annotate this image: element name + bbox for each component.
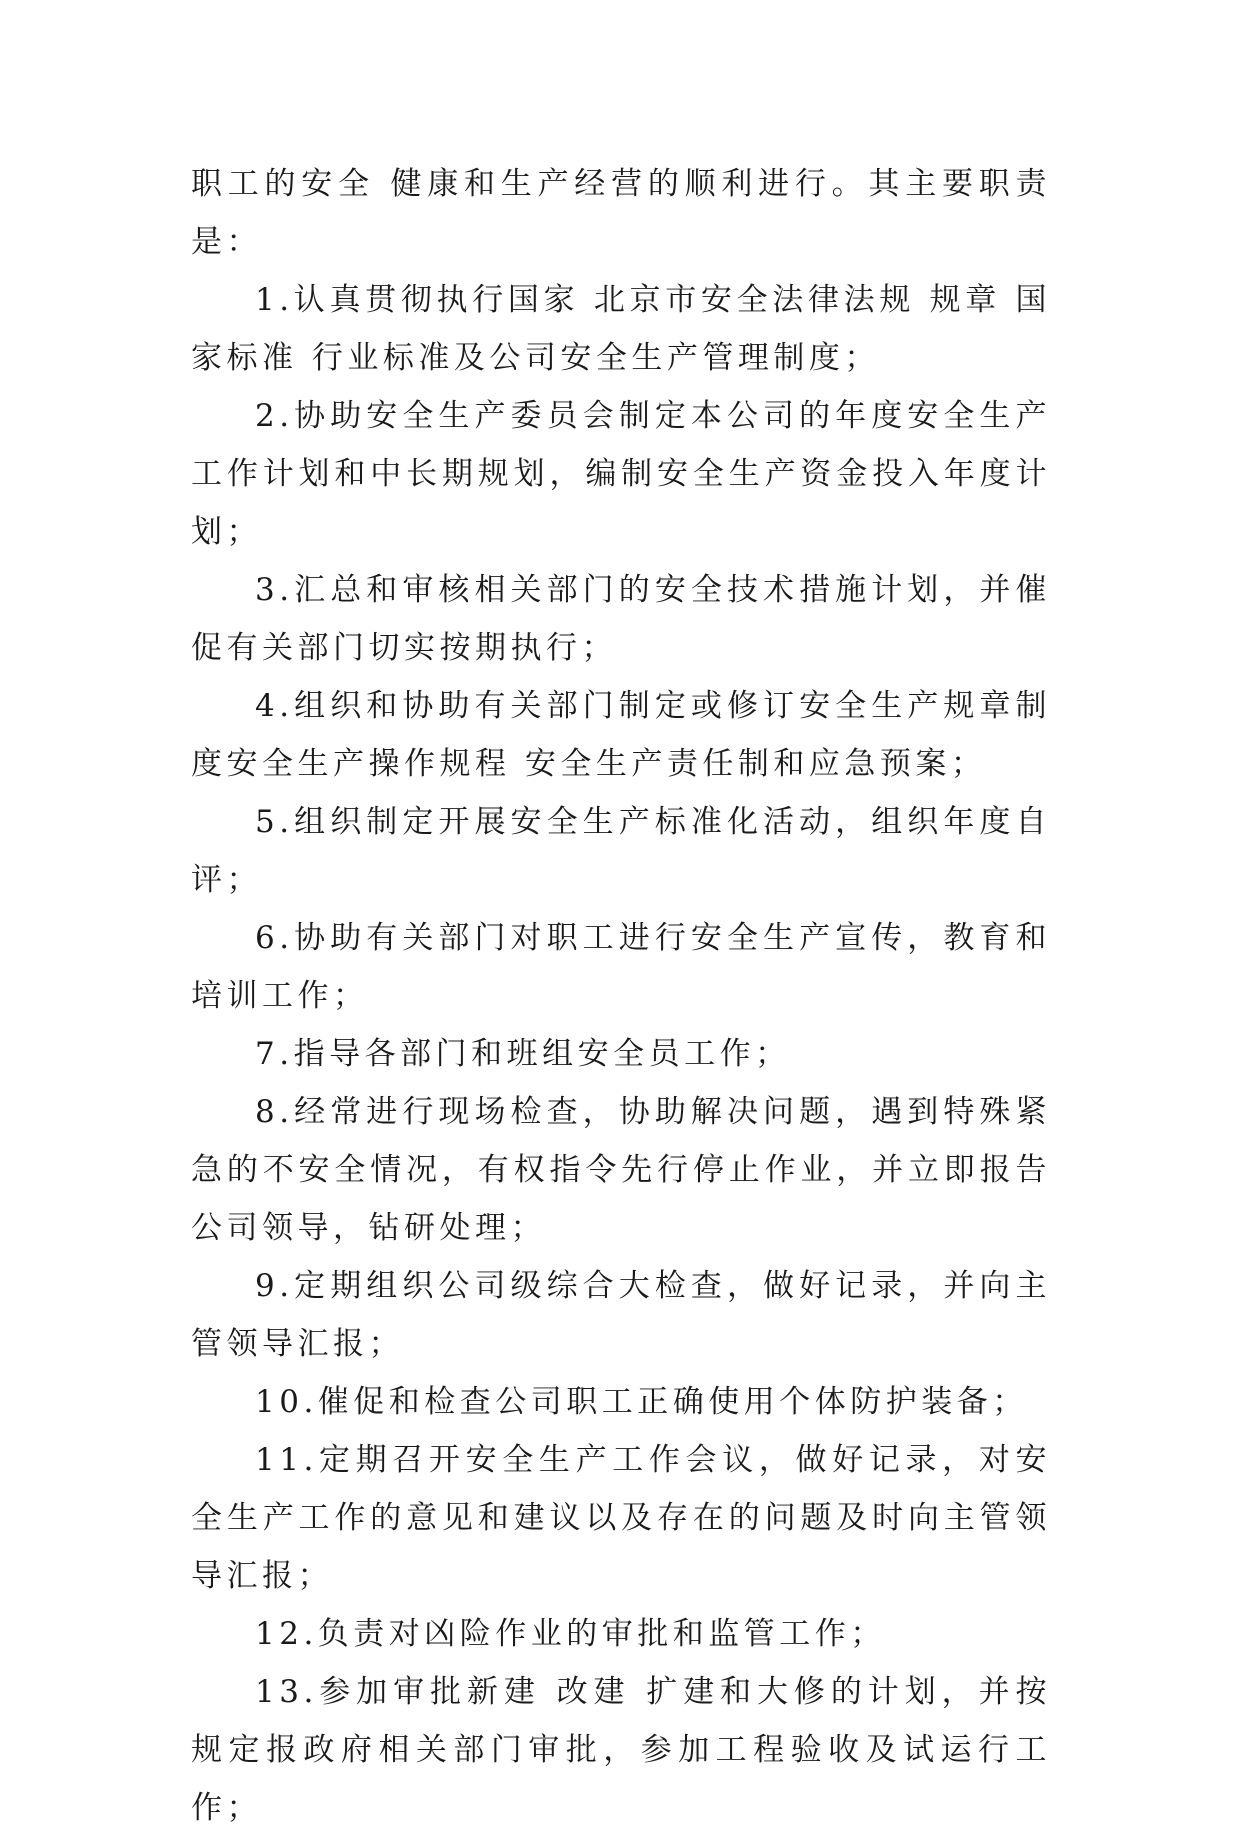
list-item-9: 9.定期组织公司级综合大检查，做好记录，并向主管领导汇报； [191, 1268, 1051, 1362]
paragraph-intro: 职工的安全 健康和生产经营的顺利进行。其主要职责是： [191, 166, 1051, 260]
list-item-4: 4.组织和协助有关部门制定或修订安全生产规章制度安全生产操作规程 安全生产责任制和应急预案； [191, 688, 1051, 782]
list-item-11: 11.定期召开安全生产工作会议，做好记录，对安全生产工作的意见和建议以及存在的问题及时向主管领导汇报； [191, 1442, 1051, 1594]
list-item-5: 5.组织制定开展安全生产标准化活动，组织年度自评； [191, 804, 1051, 898]
list-item-1: 1.认真贯彻执行国家 北京市安全法律法规 规章 国家标准 行业标准及公司安全生产管理制度； [191, 282, 1051, 376]
list-item-10: 10.催促和检查公司职工正确使用个体防护装备； [255, 1384, 1028, 1420]
list-item-13: 13.参加审批新建 改建 扩建和大修的计划，并按规定报政府相关部门审批，参加工程验收及试运行工作； [191, 1674, 1051, 1826]
list-item-2: 2.协助安全生产委员会制定本公司的年度安全生产工作计划和中长期规划，编制安全生产资金投入年度计划； [191, 398, 1051, 550]
document-body [191, 155, 1051, 1837]
list-item-12: 12.负责对凶险作业的审批和监管工作； [255, 1616, 886, 1652]
list-item-8: 8.经常进行现场检查，协助解决问题，遇到特殊紧急的不安全情况，有权指令先行停止作业，并立即报告公司领导，钻研处理； [191, 1094, 1051, 1246]
list-item-6: 6.协助有关部门对职工进行安全生产宣传，教育和培训工作； [191, 920, 1051, 1014]
list-item-7: 7.指导各部门和班组安全员工作； [255, 1036, 791, 1072]
list-item-3: 3.汇总和审核相关部门的安全技术措施计划，并催促有关部门切实按期执行； [191, 572, 1051, 666]
